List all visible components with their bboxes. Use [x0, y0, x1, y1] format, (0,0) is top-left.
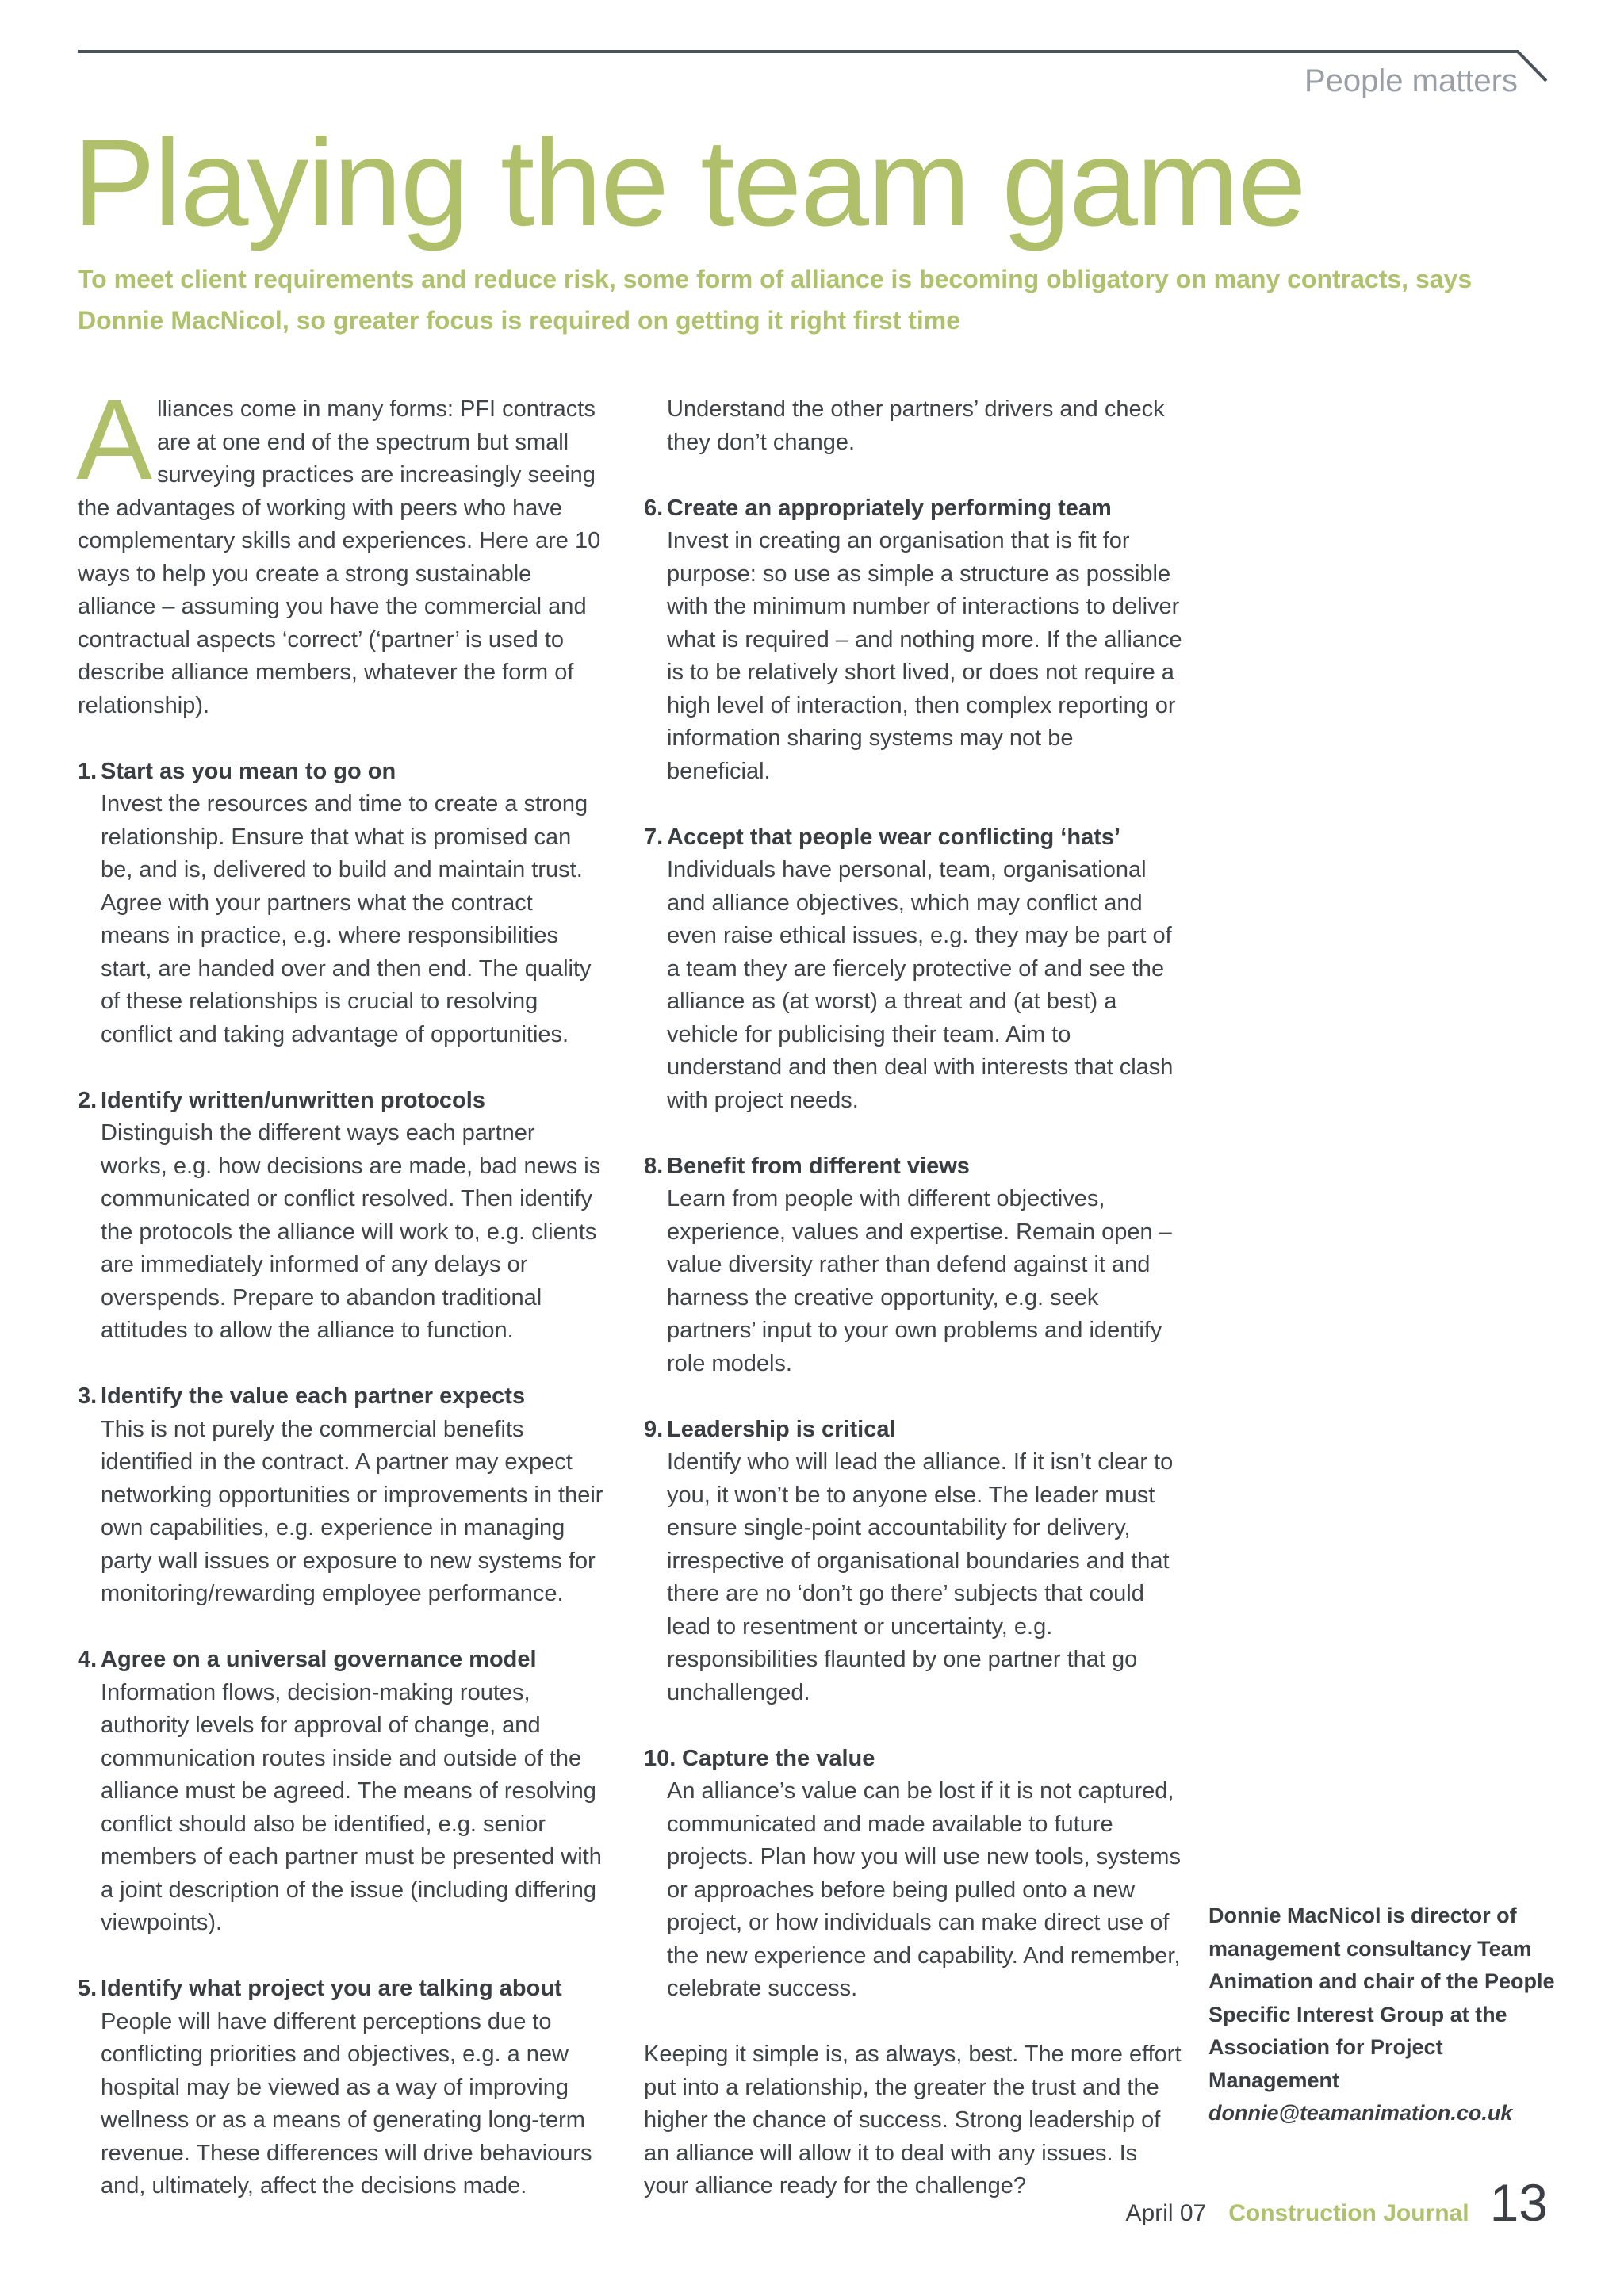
item-body: This is not purely the commercial benefits identified in the contract. A partner may expect networking opportunities or improvements in their own capabilities, e.g. experience in managing party wall issues or exposure to new systems for monitoring/rewarding employee performance.	[101, 1416, 603, 1606]
item-body: An alliance’s value can be lost if it is not captured, communicated and made available to future projects. Plan how you will use new tools, systems or approaches before being pulled onto a new project, or how individuals can make direct use of the new experience and capability. And remember, celebrate success.	[667, 1778, 1181, 2001]
item-body: Identify who will lead the alliance. If it isn’t clear to you, it won’t be to anyone else. The leader must ensure single-point accountability for delivery, irrespective of organisational boundaries and that there are no ‘don’t go there’ subjects that could lead to resentment or uncertainty, e.g. responsibilities flaunted by one partner that go unchallenged.	[667, 1449, 1174, 1705]
item-body: Learn from people with different objectives, experience, values and expertise. Remain open – value diversity rather than defend against it and harness the creative opportunity, e.g. seek partners’ input to your own problems and identify role models.	[667, 1186, 1172, 1376]
section-label: People matters	[1304, 63, 1518, 98]
page-number: 13	[1489, 2173, 1548, 2232]
item-number: 3.	[78, 1383, 98, 1409]
item-heading: Create an appropriately performing team	[667, 495, 1112, 521]
page-footer	[1126, 2172, 1548, 2233]
list-item	[78, 1380, 607, 1611]
item-heading: Identify written/unwritten protocols	[101, 1087, 485, 1113]
journal-name: Construction Journal	[1228, 2200, 1469, 2226]
article-title: Playing the team game	[73, 114, 1305, 252]
intro-text: lliances come in many forms: PFI contracts are at one end of the spectrum but small surveying practices are increasingly seeing the advantages of working with peers who have complementary skills and experiences. Here are 10 ways to help you create a strong sustainable alliance – assuming you have the commercial and contractual aspects ‘correct’ (‘partner’ is used to describe alliance members, whatever the form of relationship).	[78, 396, 601, 718]
article-standfirst: To meet client requirements and reduce risk, some form of alliance is becoming obligatory on many contracts, says Donnie MacNicol, so greater focus is required on getting it right first time	[78, 265, 1473, 335]
list-item	[78, 1085, 607, 1348]
item-body-continued: Understand the other partners’ drivers and check they don’t change.	[667, 396, 1165, 455]
item-number: 8.	[644, 1153, 664, 1179]
conclusion-paragraph: Keeping it simple is, as always, best. The more effort put into a relationship, the greater the trust and the higher the chance of success. Strong leadership of an alliance will allow it to deal with any issues. Is your alliance ready for the challenge?	[644, 2042, 1182, 2198]
item-heading: Leadership is critical	[667, 1416, 896, 1442]
list-item	[644, 1150, 1183, 1381]
item-heading: Capture the value	[682, 1745, 875, 1771]
list-item	[78, 756, 607, 1052]
author-email: donnie@teamanimation.co.uk	[1208, 2101, 1513, 2125]
item-number: 2.	[78, 1087, 98, 1113]
item-number: 6.	[644, 495, 664, 521]
item-body: Individuals have personal, team, organisational and alliance objectives, which may conflict and even raise ethical issues, e.g. they may be part of a team they are fiercely protective of and see the alliance as (at worst) a threat and (at best) a vehicle for publicising their team. Aim to understand and then deal with interests that clash with project needs.	[667, 857, 1174, 1113]
item-heading: Agree on a universal governance model	[101, 1647, 537, 1672]
drop-cap: A	[76, 376, 153, 503]
intro-paragraph	[76, 376, 607, 722]
header-rule	[78, 50, 1518, 53]
item-heading: Benefit from different views	[667, 1153, 970, 1179]
list-item	[644, 492, 1183, 789]
article-column-left	[76, 376, 607, 2203]
item-number: 5.	[78, 1976, 98, 2001]
list-item	[644, 1743, 1183, 2006]
item-heading: Identify what project you are talking about	[101, 1976, 562, 2001]
item-body: People will have different perceptions due to conflicting priorities and objectives, e.g. a new hospital may be viewed as a way of improving wellness or as a means of generating long-term revenue. These differences will drive behaviours and, ultimately, affect the decisions made.	[101, 2008, 592, 2198]
item-heading: Accept that people wear conflicting ‘hats’	[667, 824, 1121, 850]
list-item	[644, 1414, 1183, 1710]
list-item	[644, 821, 1183, 1118]
issue-date: April 07	[1125, 2200, 1207, 2226]
item-number: 7.	[644, 824, 664, 850]
author-bio	[1208, 1900, 1557, 2130]
item-body: Invest the resources and time to create a strong relationship. Ensure that what is promised can be, and is, delivered to build and maintain trust. Agree with your partners what the contract means in practice, e.g. where responsibilities start, are handed over and then end. The quality of these relationships is crucial to resolving conflict and taking advantage of opportunities.	[101, 791, 592, 1047]
item-number: 4.	[78, 1647, 98, 1672]
article-column-middle	[644, 393, 1183, 2203]
item-body: Information flows, decision-making routes, authority levels for approval of change, and communication routes inside and outside of the alliance must be agreed. The means of resolving conflict should also be identified, e.g. senior members of each partner must be presented with a joint description of the issue (including differing viewpoints).	[101, 1679, 602, 1935]
list-item	[78, 1973, 607, 2203]
item-number: 9.	[644, 1416, 664, 1442]
list-item	[78, 1644, 607, 1940]
item-body: Invest in creating an organisation that is fit for purpose: so use as simple a structure as possible with the minimum number of interactions to deliver what is required – and nothing more. If the alliance is to be relatively short lived, or does not require a high level of interaction, then complex reporting or information sharing systems may not be beneficial.	[667, 528, 1182, 784]
item-number: 1.	[78, 758, 98, 784]
item-body: Distinguish the different ways each partner works, e.g. how decisions are made, bad news is communicated or conflict resolved. Then identify the protocols the alliance will work to, e.g. clients are immediately informed of any delays or overspends. Prepare to abandon traditional attitudes to allow the alliance to function.	[101, 1120, 601, 1343]
item-number: 10.	[644, 1745, 676, 1771]
item-heading: Start as you mean to go on	[101, 758, 396, 784]
author-bio-text: Donnie MacNicol is director of management consultancy Team Animation and chair of the People Specific Interest Group at the Association for Project Management	[1208, 1904, 1555, 2092]
item-heading: Identify the value each partner expects	[101, 1383, 526, 1409]
